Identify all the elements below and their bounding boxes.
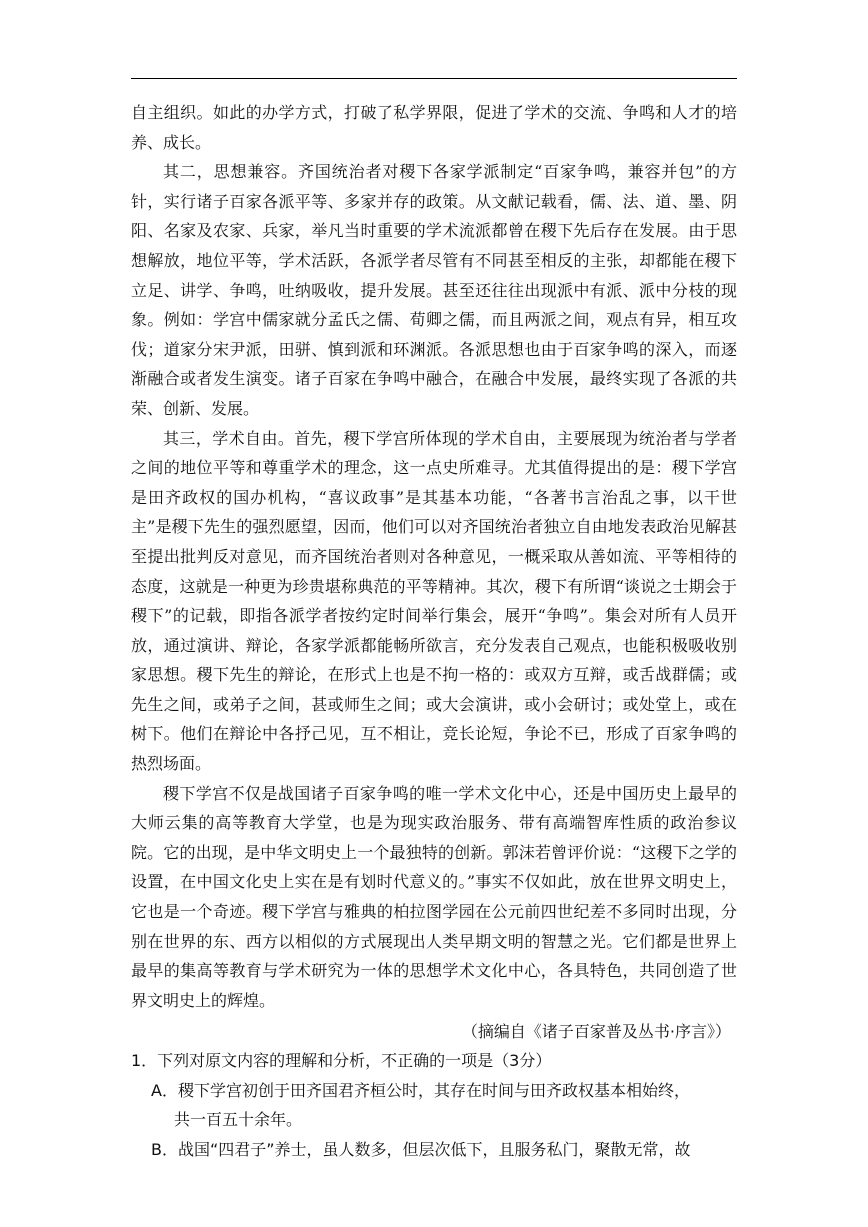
source-citation: （摘编自《诸子百家普及丛书·序言》） <box>461 1022 731 1042</box>
paragraph-1: 自主组织。如此的办学方式，打破了私学界限，促进了学术的交流、争鸣和人才的培养、成长。 <box>131 103 737 152</box>
question-stem: 1．下列对原文内容的理解和分析，不正确的一项是（3分） <box>131 1051 552 1071</box>
option-a-line1: A．稷下学宫初创于田齐国君齐桓公时，其存在时间与田齐政权基本相始终， <box>151 1080 690 1100</box>
option-b-line1: B．战国“四君子”养士，虽人数多，但层次低下，且服务私门，聚散无常，故 <box>151 1139 691 1159</box>
paragraph-3: 其三，学术自由。首先，稷下学宫所体现的学术自由，主要展现为统治者与学者之间的地位平等和尊重学术的理念，这一点史所难寻。尤其值得提出的是：稷下学宫是田齐政权的国办机构，“喜议政事”是其基本功能，“各著书言治乱之事，以干世主”是稷下先生的强烈愿望，因而，他们可以对齐国统治者独立自由地发表政治见解甚至提出批判反对意见，而齐国统治者则对各种意见，一概采取从善如流、平等相待的态度，这就是一种更为珍贵堪称典范的平等精神。其次，稷下有所谓“谈说之士期会于稷下”的记载，即指各派学者按约定时间举行集会，展开“争鸣”。集会对所有人员开放，通过演讲、辩论，各家学派都能畅所欲言，充分发表自己观点，也能积极吸收别家思想。稷下先生的辩论，在形式上也是不拘一格的：或双方互辩，或舌战群儒；或先生之间，或弟子之间，甚或师生之间；或大会演讲，或小会研讨；或处堂上，或在树下。他们在辩论中各抒己见，互不相让，竞长论短，争论不已，形成了百家争鸣的热烈场面。 <box>131 428 737 774</box>
header-rule <box>131 78 737 79</box>
article-body <box>131 98 737 1164</box>
option-a-line2: 共一百五十余年。 <box>174 1110 303 1130</box>
paragraph-2: 其二，思想兼容。齐国统治者对稷下各家学派制定“百家争鸣，兼容并包”的方针，实行诸子百家各派平等、多家并存的政策。从文献记载看，儒、法、道、墨、阴阳、名家及农家、兵家，举凡当时重要的学术流派都曾在稷下先后存在发展。由于思想解放，地位平等，学术活跃，各派学者尽管有不同甚至相反的主张，却都能在稷下立足、讲学、争鸣，吐纳吸收，提升发展。甚至还往往出现派中有派、派中分枝的现象。例如：学宫中儒家就分孟氏之儒、荀卿之儒，而且两派之间，观点有异，相互攻伐；道家分宋尹派，田骈、慎到派和环渊派。各派思想也由于百家争鸣的深入，而逐渐融合或者发生演变。诸子百家在争鸣中融合，在融合中发展，最终实现了各派的共荣、创新、发展。 <box>131 162 737 418</box>
paragraph-4: 稷下学宫不仅是战国诸子百家争鸣的唯一学术文化中心，还是中国历史上最早的大师云集的高等教育大学堂，也是为现实政治服务、带有高端智库性质的政治参议院。它的出现，是中华文明史上一个最独特的创新。郭沫若曾评价说：“这稷下之学的设置，在中国文化史上实在是有划时代意义的。”事实不仅如此，放在世界文明史上，它也是一个奇迹。稷下学宫与雅典的柏拉图学园在公元前四世纪差不多同时出现，分别在世界的东、西方以相似的方式展现出人类早期文明的智慧之光。它们都是世界上最早的集高等教育与学术研究为一体的思想学术文化中心，各具特色，共同创造了世界文明史上的辉煌。 <box>131 783 737 1010</box>
